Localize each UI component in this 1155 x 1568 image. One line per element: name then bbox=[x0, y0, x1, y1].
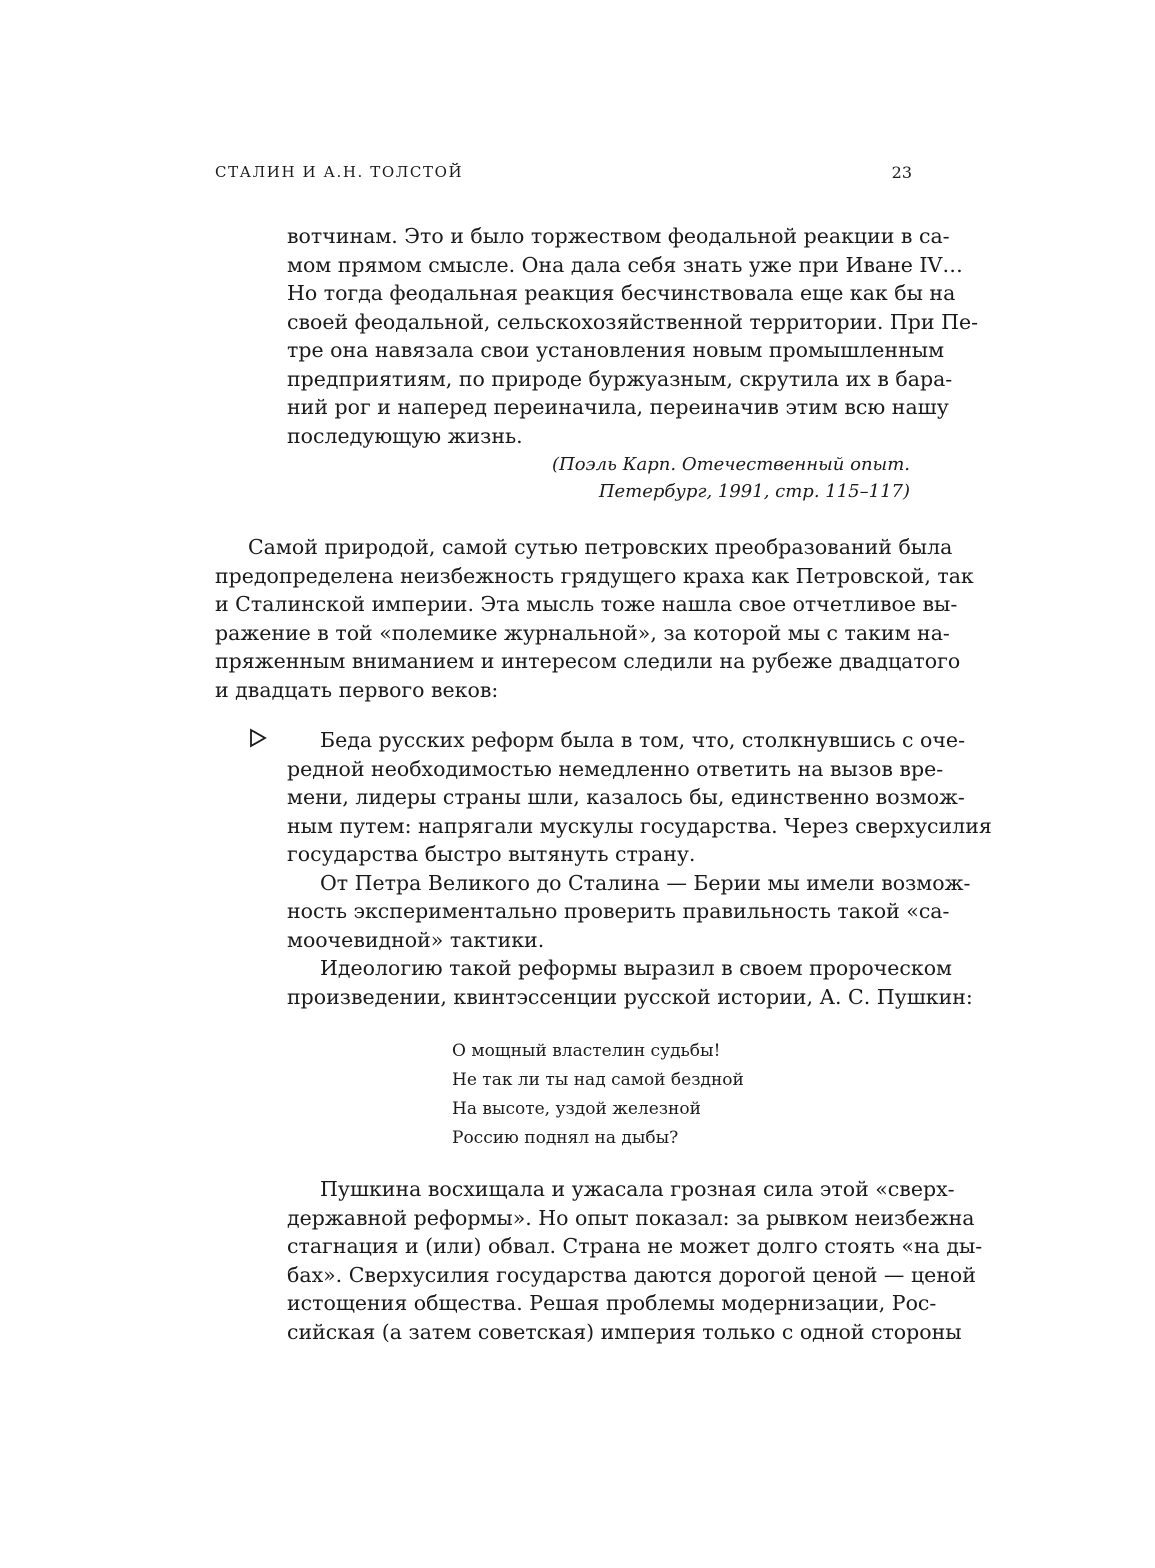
quote-line: произведении, квинтэссенции русской истории, А. С. Пушкин: bbox=[287, 984, 973, 1009]
quote-line: Беда русских реформ была в том, что, столкнувшись с оче- bbox=[320, 728, 965, 752]
quote-line: вотчинам. Это и было торжеством феодальной реакции в са- bbox=[287, 224, 950, 248]
poem bbox=[452, 1037, 872, 1153]
paragraph-line: Самой природой, самой сутью петровских преобразований была bbox=[248, 535, 953, 559]
quote-line: ность экспериментально проверить правильность такой «са- bbox=[287, 899, 950, 923]
quote-line: последующую жизнь. bbox=[287, 423, 523, 448]
quote-line: моочевидной» тактики. bbox=[287, 927, 545, 952]
paragraph-line: сийская (а затем советская) империя только с одной стороны bbox=[287, 1319, 962, 1344]
quote-line: государства быстро вытянуть страну. bbox=[287, 842, 696, 866]
quote-line: предприятиям, по природе буржуазным, скрутила их в бара- bbox=[287, 366, 953, 391]
paragraph-2 bbox=[287, 1175, 983, 1346]
quote-block-1 bbox=[287, 222, 979, 450]
quote-block-2 bbox=[287, 726, 992, 1011]
paragraph-line: и Сталинской империи. Эта мысль тоже нашла свое отчетливое вы- bbox=[215, 592, 958, 616]
poem-line: Россию поднял на дыбы? bbox=[452, 1128, 679, 1148]
quote-line: тре она навязала свои установления новым промышленным bbox=[287, 338, 945, 362]
paragraph-line: стагнация и (или) обвал. Страна не может долго стоять «на ды- bbox=[287, 1234, 983, 1258]
paragraph-1 bbox=[215, 533, 974, 704]
poem-line: Не так ли ты над самой бездной bbox=[452, 1070, 744, 1090]
quote-line: мом прямом смысле. Она дала себя знать уже при Иване IV… bbox=[287, 252, 963, 277]
quote-line: ний рог и наперед переиначила, переиначив этим всю нашу bbox=[287, 395, 949, 419]
quote-line: своей феодальной, сельскохозяйственной территории. При Пе- bbox=[287, 309, 979, 334]
paragraph-line: истощения общества. Решая проблемы модернизации, Рос- bbox=[287, 1291, 937, 1315]
paragraph-line: предопределена неизбежность грядущего краха как Петровской, так bbox=[215, 563, 974, 588]
page-number: 23 bbox=[891, 163, 912, 182]
citation-line: (Поэль Карп. Отечественный опыт. bbox=[551, 454, 910, 475]
triangle-marker-icon bbox=[249, 728, 267, 748]
citation bbox=[287, 451, 910, 505]
quote-line: ным путем: напрягали мускулы государства. Через сверхусилия bbox=[287, 813, 992, 838]
paragraph-line: и двадцать первого веков: bbox=[215, 677, 499, 702]
paragraph-line: бах». Сверхусилия государства даются дорогой ценой — ценой bbox=[287, 1262, 976, 1287]
paragraph-line: Пушкина восхищала и ужасала грозная сила этой «сверх- bbox=[320, 1177, 955, 1201]
paragraph-line: ражение в той «полемике журнальной», за которой мы с таким на- bbox=[215, 620, 950, 645]
quote-line: Идеологию такой реформы выразил в своем пророческом bbox=[320, 956, 953, 980]
quote-line: От Петра Великого до Сталина — Берии мы имели возмож- bbox=[320, 870, 971, 895]
paragraph-line: пряженным вниманием и интересом следили на рубеже двадцатого bbox=[215, 649, 961, 673]
quote-line: мени, лидеры страны шли, казалось бы, единственно возмож- bbox=[287, 785, 965, 809]
paragraph-line: державной реформы». Но опыт показал: за рывком неизбежна bbox=[287, 1205, 975, 1230]
poem-line: О мощный властелин судьбы! bbox=[452, 1041, 721, 1061]
quote-line: редной необходимостью немедленно ответить на вызов вре- bbox=[287, 756, 944, 781]
quote-line: Но тогда феодальная реакция бесчинствовала еще как бы на bbox=[287, 281, 956, 305]
poem-line: На высоте, уздой железной bbox=[452, 1099, 701, 1119]
running-header-title: СТАЛИН И А.Н. ТОЛСТОЙ bbox=[215, 163, 464, 181]
citation-line: Петербург, 1991, стр. 115–117) bbox=[598, 481, 910, 502]
